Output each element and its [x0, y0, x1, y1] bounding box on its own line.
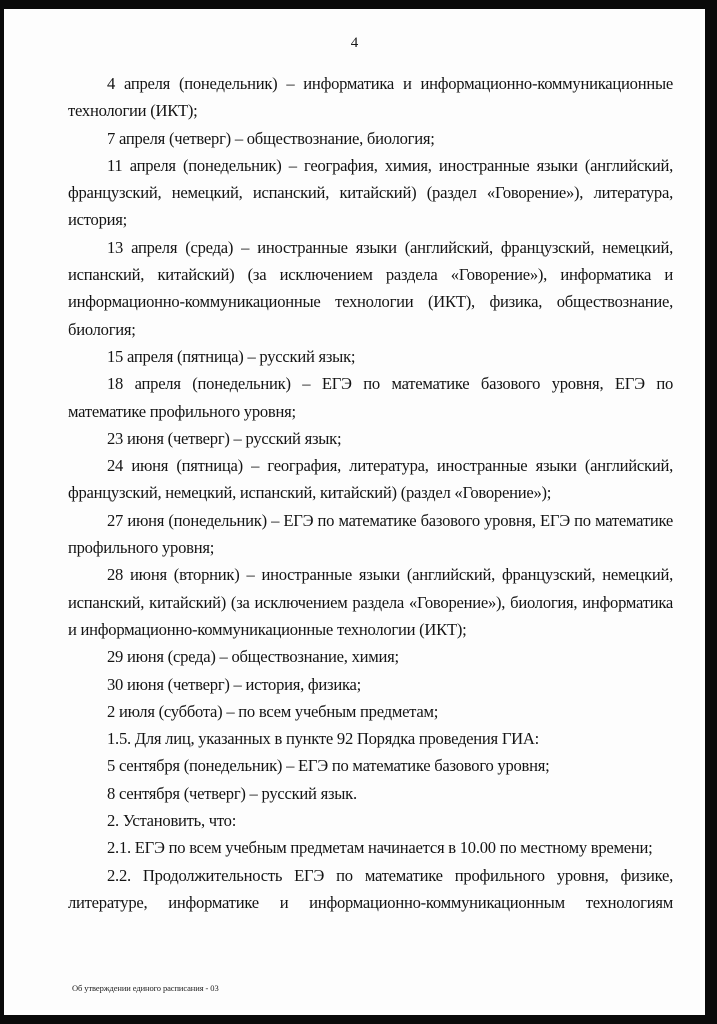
- paragraph-jun-24: 24 июня (пятница) – география, литература, иностранные языки (английский, французский, немецкий, испанский, китайский) (раздел «Говорение»);: [68, 456, 673, 503]
- paragraph-section-2-1: 2.1. ЕГЭ по всем учебным предметам начинается в 10.00 по местному времени;: [107, 838, 653, 858]
- paragraph-jun-23: 23 июня (четверг) – русский язык;: [107, 428, 342, 448]
- paragraph-sep-8: 8 сентября (четверг) – русский язык.: [107, 783, 357, 803]
- paragraph-jun-28: 28 июня (вторник) – иностранные языки (английский, французский, немецкий, испанский, китайский) (за исключением раздела «Говорение»), биология, информатика и информационно-коммуникационные технологии (ИКТ);: [68, 565, 673, 639]
- paragraph-apr-7: 7 апреля (четверг) – обществознание, биология;: [107, 128, 435, 148]
- paragraph-section-1-5: 1.5. Для лиц, указанных в пункте 92 Порядка проведения ГИА:: [107, 729, 540, 749]
- document-body: [68, 70, 673, 916]
- paragraph-section-2-2: 2.2. Продолжительность ЕГЭ по математике профильного уровня, физике, литературе, информатике и информационно-коммуникационным технологиям: [68, 865, 673, 912]
- paragraph-section-2: 2. Установить, что:: [107, 811, 237, 831]
- paragraph-apr-11: 11 апреля (понедельник) – география, химия, иностранные языки (английский, французский, немецкий, испанский, китайский) (раздел «Говорение»), литература, история;: [68, 155, 673, 230]
- paragraph-jun-29: 29 июня (среда) – обществознание, химия;: [107, 647, 399, 667]
- page-number: 4: [350, 35, 359, 51]
- paragraph-apr-4: 4 апреля (понедельник) – информатика и информационно-коммуникационные технологии (ИКТ);: [68, 74, 673, 121]
- paragraph-jun-30: 30 июня (четверг) – история, физика;: [107, 674, 362, 694]
- paragraph-sep-5: 5 сентября (понедельник) – ЕГЭ по математике базового уровня;: [107, 756, 550, 776]
- footer-document-reference: Об утверждении единого расписания - 03: [72, 983, 219, 993]
- paragraph-apr-13: 13 апреля (среда) – иностранные языки (английский, французский, немецкий, испанский, китайский) (за исключением раздела «Говорение»), информатика и информационно-коммуникационные технологии (ИКТ), физика, обществознание, биология;: [68, 237, 673, 339]
- paragraph-apr-15: 15 апреля (пятница) – русский язык;: [107, 346, 356, 366]
- paragraph-jul-2: 2 июля (суббота) – по всем учебным предметам;: [107, 701, 439, 721]
- paragraph-jun-27: 27 июня (понедельник) – ЕГЭ по математике базового уровня, ЕГЭ по математике профильного уровня;: [68, 510, 673, 558]
- paragraph-apr-18: 18 апреля (понедельник) – ЕГЭ по математике базового уровня, ЕГЭ по математике профильного уровня;: [68, 374, 673, 421]
- document-page: [4, 9, 705, 1015]
